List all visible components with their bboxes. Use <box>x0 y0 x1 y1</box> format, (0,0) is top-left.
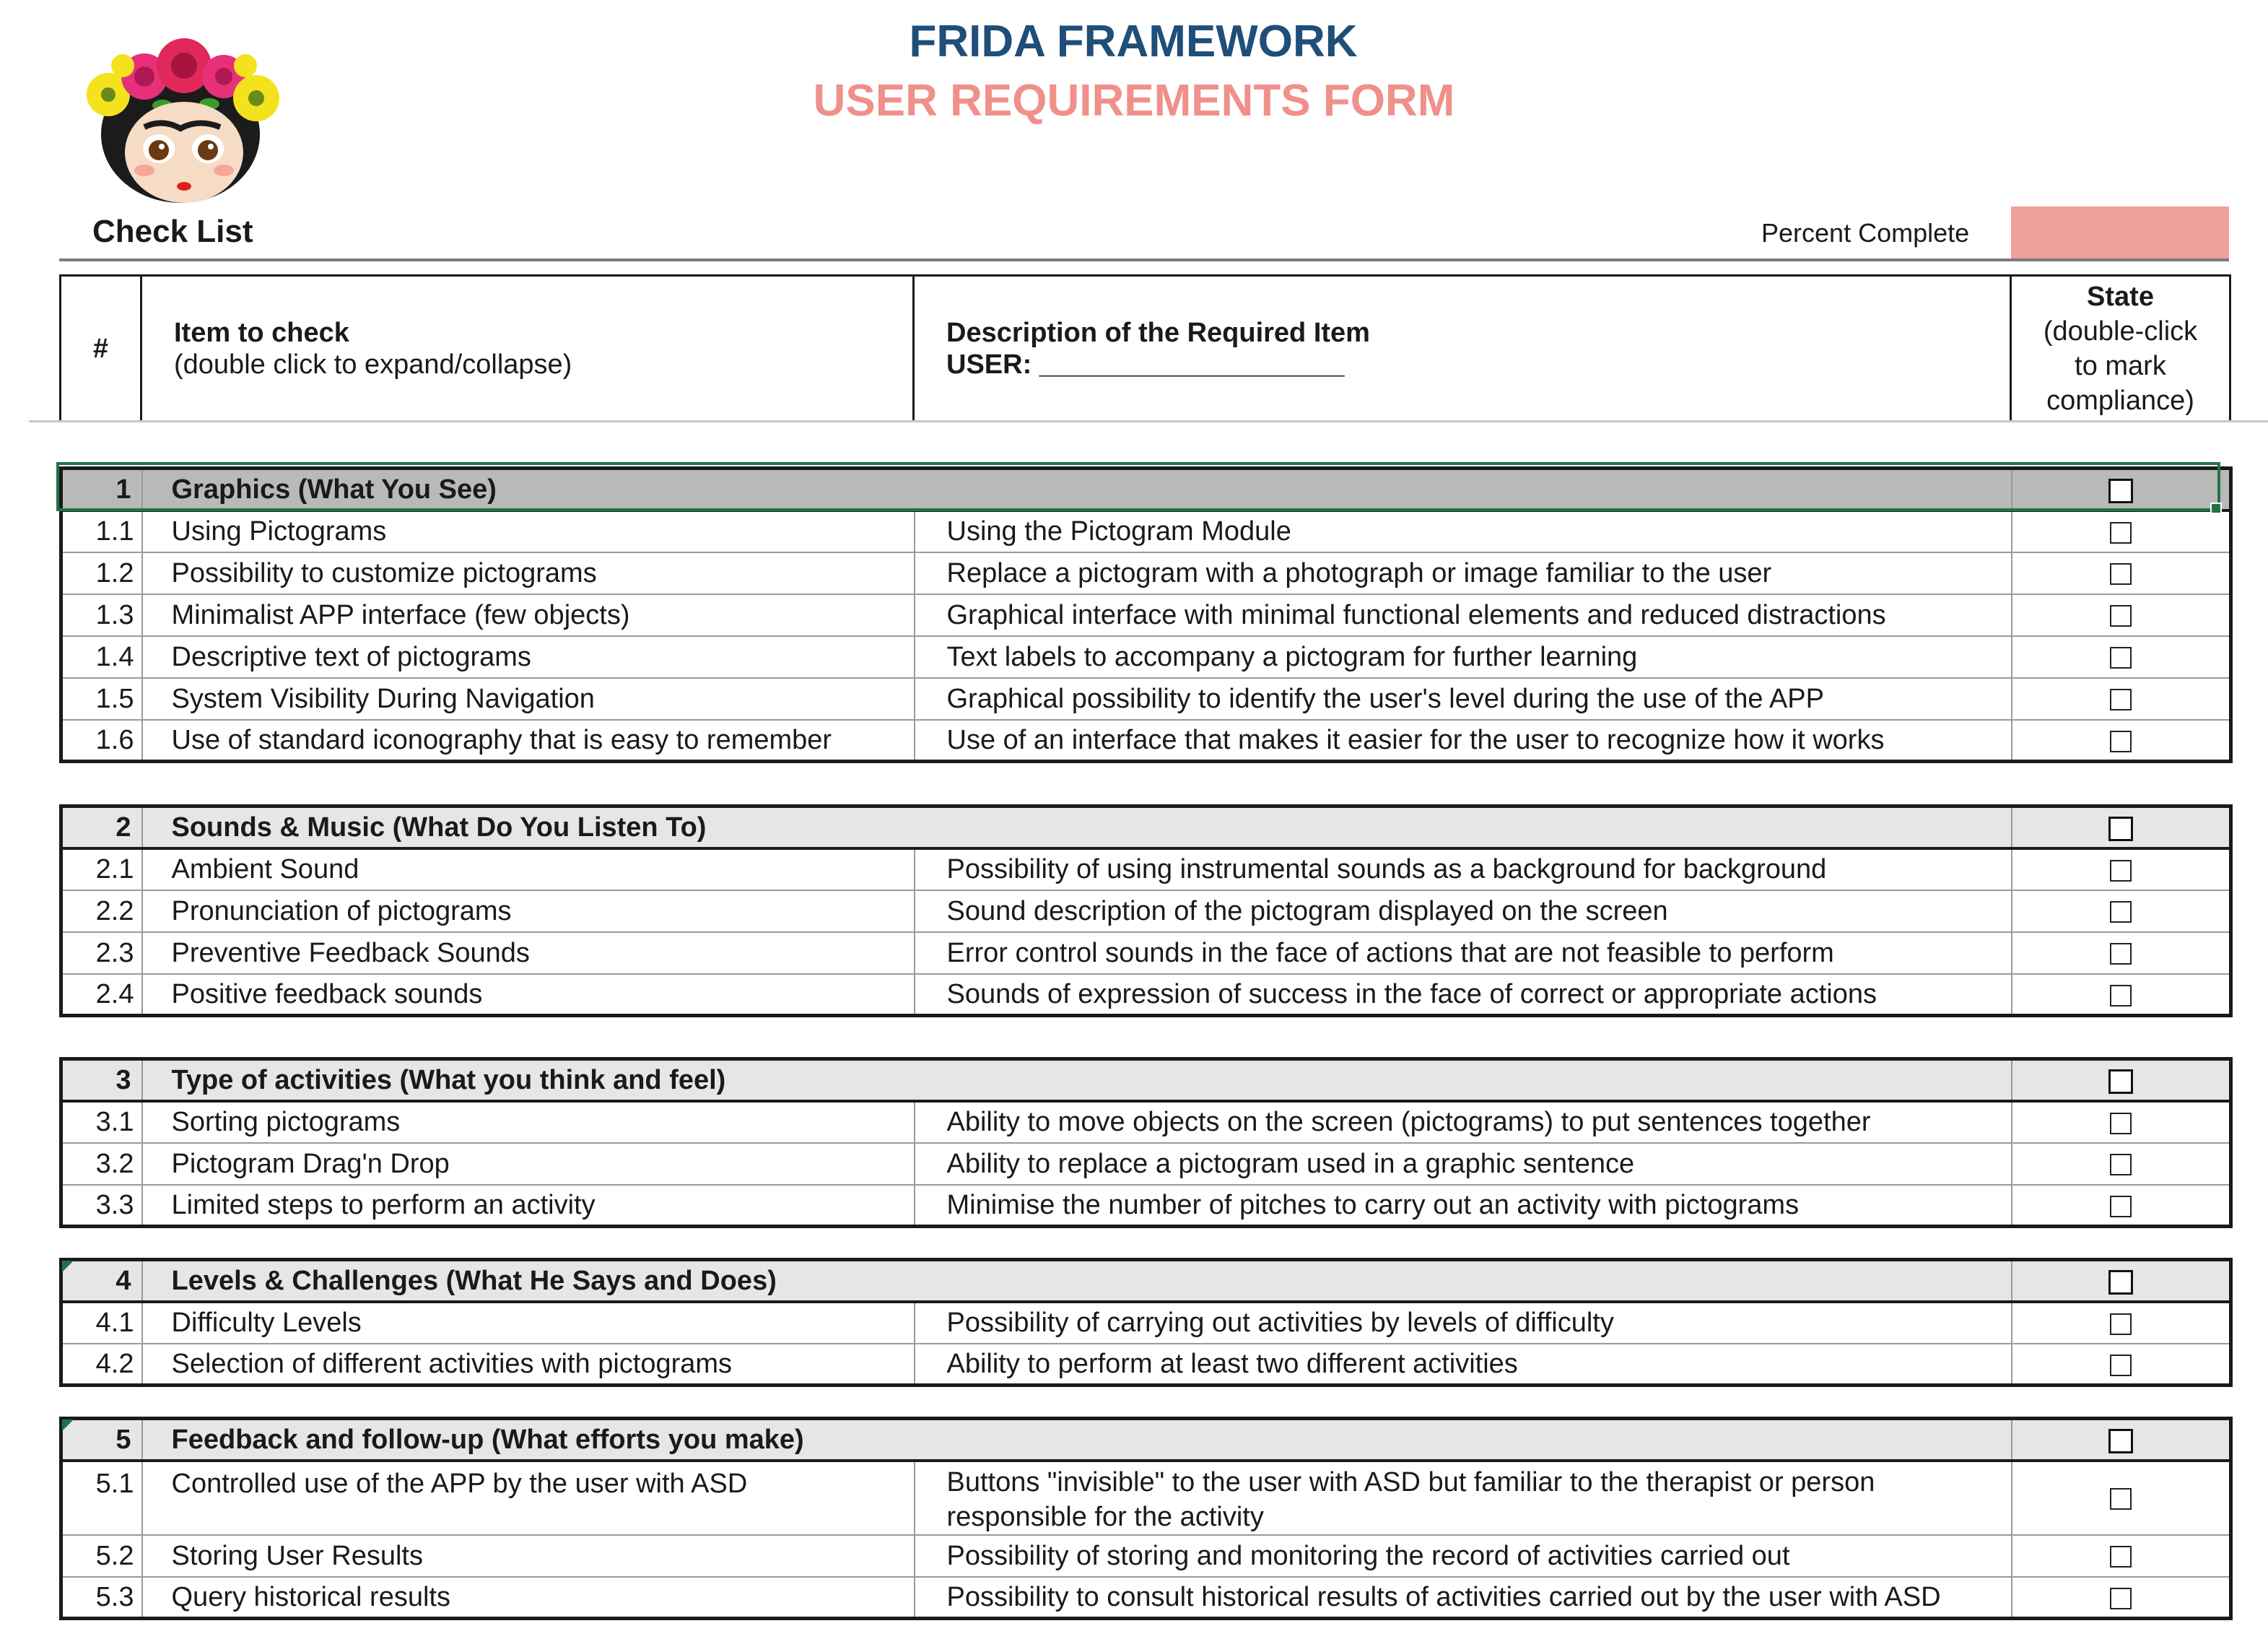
section-header-row[interactable] <box>61 469 2231 510</box>
row-state-cell[interactable] <box>2012 848 2231 890</box>
table-row[interactable] <box>61 932 2231 974</box>
col-header-state-title: State <box>2087 281 2154 312</box>
row-number: 1.3 <box>61 594 142 636</box>
table-row[interactable] <box>61 636 2231 678</box>
row-number: 1.5 <box>61 678 142 720</box>
table-row[interactable] <box>61 678 2231 720</box>
row-state-cell[interactable] <box>2012 1143 2231 1185</box>
table-row[interactable] <box>61 1101 2231 1143</box>
col-header-state-hint-3: compliance) <box>2046 385 2194 416</box>
compliance-checkbox[interactable] <box>2110 689 2132 710</box>
section-state-cell[interactable] <box>2012 1419 2231 1461</box>
row-state-cell[interactable] <box>2012 552 2231 594</box>
section-table-3 <box>59 1057 2233 1228</box>
row-number: 2.2 <box>61 890 142 932</box>
compliance-checkbox[interactable] <box>2110 647 2132 669</box>
col-header-item <box>141 276 914 422</box>
col-header-state-hint-1: (double-click <box>2043 316 2198 347</box>
section-number: 2 <box>61 807 142 848</box>
row-description: Possibility of carrying out activities by levels of difficulty <box>915 1302 2012 1344</box>
row-number: 3.1 <box>61 1101 142 1143</box>
table-row[interactable] <box>61 552 2231 594</box>
row-description: Ability to replace a pictogram used in a graphic sentence <box>915 1143 2012 1185</box>
row-number: 1.1 <box>61 510 142 552</box>
comment-indicator[interactable] <box>62 1420 74 1431</box>
row-number: 5.2 <box>61 1535 142 1577</box>
section-checkbox[interactable] <box>2108 1270 2133 1295</box>
row-item: Pronunciation of pictograms <box>142 890 915 932</box>
table-row[interactable] <box>61 890 2231 932</box>
col-header-item-hint: (double click to expand/collapse) <box>174 349 572 380</box>
row-description: Using the Pictogram Module <box>915 510 2012 552</box>
compliance-checkbox[interactable] <box>2110 1546 2132 1568</box>
row-description: Sound description of the pictogram displayed on the screen <box>915 890 2012 932</box>
compliance-checkbox[interactable] <box>2110 731 2132 752</box>
row-number: 5.3 <box>61 1577 142 1619</box>
row-description: Graphical possibility to identify the user's level during the use of the APP <box>915 678 2012 720</box>
row-description: Possibility of using instrumental sounds as a background for background <box>915 848 2012 890</box>
row-state-cell[interactable] <box>2012 678 2231 720</box>
compliance-checkbox[interactable] <box>2110 1113 2132 1134</box>
row-item: Use of standard iconography that is easy to remember <box>142 720 915 762</box>
compliance-checkbox[interactable] <box>2110 1313 2132 1335</box>
row-state-cell[interactable] <box>2012 510 2231 552</box>
row-state-cell[interactable] <box>2012 890 2231 932</box>
row-description: Use of an interface that makes it easier for the user to recognize how it works <box>915 720 2012 762</box>
compliance-checkbox[interactable] <box>2110 1488 2132 1510</box>
row-item: Query historical results <box>142 1577 915 1619</box>
col-header-item-title: Item to check <box>174 317 349 348</box>
table-row[interactable] <box>61 720 2231 762</box>
section-number: 5 <box>61 1419 142 1461</box>
section-checkbox[interactable] <box>2108 479 2133 503</box>
row-number: 1.6 <box>61 720 142 762</box>
section-table-2 <box>59 804 2233 1017</box>
row-state-cell[interactable] <box>2012 1461 2231 1535</box>
section-table-1 <box>59 466 2233 763</box>
row-item: Minimalist APP interface (few objects) <box>142 594 915 636</box>
row-item: Positive feedback sounds <box>142 974 915 1016</box>
section-checkbox[interactable] <box>2108 1069 2133 1094</box>
row-number: 2.1 <box>61 848 142 890</box>
row-state-cell[interactable] <box>2012 1344 2231 1386</box>
table-row[interactable] <box>61 1302 2231 1344</box>
compliance-checkbox[interactable] <box>2110 985 2132 1007</box>
section-checkbox[interactable] <box>2108 1429 2133 1453</box>
row-description: Buttons "invisible" to the user with ASD but familiar to the therapist or person responsible for the activity <box>915 1461 2012 1535</box>
section-state-cell[interactable] <box>2012 469 2231 510</box>
table-row[interactable] <box>61 1577 2231 1619</box>
row-number: 2.4 <box>61 974 142 1016</box>
row-number: 3.3 <box>61 1185 142 1227</box>
row-number: 5.1 <box>61 1461 142 1535</box>
row-item: Preventive Feedback Sounds <box>142 932 915 974</box>
row-number: 4.2 <box>61 1344 142 1386</box>
section-title[interactable]: Sounds & Music (What Do You Listen To) <box>142 807 2012 848</box>
row-number: 3.2 <box>61 1143 142 1185</box>
compliance-checkbox[interactable] <box>2110 563 2132 585</box>
row-number: 1.2 <box>61 552 142 594</box>
compliance-checkbox[interactable] <box>2110 943 2132 965</box>
section-header-row[interactable] <box>61 807 2231 848</box>
table-row[interactable] <box>61 510 2231 552</box>
compliance-checkbox[interactable] <box>2110 1588 2132 1609</box>
row-state-cell[interactable] <box>2012 1101 2231 1143</box>
table-row[interactable] <box>61 594 2231 636</box>
compliance-checkbox[interactable] <box>2110 901 2132 923</box>
table-row[interactable] <box>61 1344 2231 1386</box>
column-header-table <box>59 274 2231 422</box>
table-row[interactable] <box>61 848 2231 890</box>
section-number: 1 <box>61 469 142 510</box>
section-table-5 <box>59 1417 2233 1620</box>
row-state-cell[interactable] <box>2012 974 2231 1016</box>
section-number: 4 <box>61 1260 142 1302</box>
section-table-4 <box>59 1258 2233 1387</box>
col-header-number: # <box>92 333 109 364</box>
row-item: Ambient Sound <box>142 848 915 890</box>
col-header-description <box>914 276 2011 422</box>
row-state-cell[interactable] <box>2012 1577 2231 1619</box>
row-description: Graphical interface with minimal functional elements and reduced distractions <box>915 594 2012 636</box>
row-item: Sorting pictograms <box>142 1101 915 1143</box>
comment-indicator[interactable] <box>62 1261 74 1272</box>
table-row[interactable] <box>61 1143 2231 1185</box>
row-item: Possibility to customize pictograms <box>142 552 915 594</box>
section-title[interactable]: Feedback and follow-up (What efforts you make) <box>142 1419 2012 1461</box>
compliance-checkbox[interactable] <box>2110 860 2132 882</box>
row-state-cell[interactable] <box>2012 594 2231 636</box>
section-title[interactable]: Type of activities (What you think and feel) <box>142 1059 2012 1101</box>
percent-complete-cell[interactable] <box>2011 206 2229 258</box>
section-state-cell[interactable] <box>2012 1059 2231 1101</box>
section-header-row[interactable] <box>61 1419 2231 1461</box>
row-item: Using Pictograms <box>142 510 915 552</box>
row-item: Descriptive text of pictograms <box>142 636 915 678</box>
row-description: Possibility of storing and monitoring the record of activities carried out <box>915 1535 2012 1577</box>
table-row[interactable] <box>61 1185 2231 1227</box>
row-description: Sounds of expression of success in the face of correct or appropriate actions <box>915 974 2012 1016</box>
row-item: Limited steps to perform an activity <box>142 1185 915 1227</box>
row-state-cell[interactable] <box>2012 1185 2231 1227</box>
col-header-state <box>2011 276 2230 422</box>
compliance-checkbox[interactable] <box>2110 522 2132 544</box>
row-item: Selection of different activities with pictograms <box>142 1344 915 1386</box>
row-description: Possibility to consult historical results of activities carried out by the user with ASD <box>915 1577 2012 1619</box>
section-title[interactable]: Levels & Challenges (What He Says and Does) <box>142 1260 2012 1302</box>
row-description: Replace a pictogram with a photograph or image familiar to the user <box>915 552 2012 594</box>
row-item: Controlled use of the APP by the user with ASD <box>142 1461 915 1535</box>
compliance-checkbox[interactable] <box>2110 1196 2132 1217</box>
section-checkbox[interactable] <box>2108 817 2133 841</box>
compliance-checkbox[interactable] <box>2110 605 2132 627</box>
row-state-cell[interactable] <box>2012 636 2231 678</box>
page-subtitle: USER REQUIREMENTS FORM <box>813 76 1455 126</box>
compliance-checkbox[interactable] <box>2110 1355 2132 1376</box>
row-number: 4.1 <box>61 1302 142 1344</box>
row-item: System Visibility During Navigation <box>142 678 915 720</box>
percent-complete-label: Percent Complete <box>1761 218 1970 248</box>
row-description: Error control sounds in the face of actions that are not feasible to perform <box>915 932 2012 974</box>
section-state-cell[interactable] <box>2012 807 2231 848</box>
section-header-row[interactable] <box>61 1260 2231 1302</box>
row-item: Storing User Results <box>142 1535 915 1577</box>
compliance-checkbox[interactable] <box>2110 1154 2132 1175</box>
header-divider <box>29 420 2268 422</box>
fill-handle[interactable] <box>2210 503 2222 514</box>
section-number: 3 <box>61 1059 142 1101</box>
row-description: Ability to move objects on the screen (pictograms) to put sentences together <box>915 1101 2012 1143</box>
col-header-state-hint-2: to mark <box>2075 350 2166 381</box>
section-header-row[interactable] <box>61 1059 2231 1101</box>
section-title[interactable]: Graphics (What You See) <box>142 469 2012 510</box>
row-state-cell[interactable] <box>2012 720 2231 762</box>
page-title: FRIDA FRAMEWORK <box>909 17 1358 66</box>
row-state-cell[interactable] <box>2012 1535 2231 1577</box>
table-row[interactable] <box>61 1461 2231 1535</box>
col-header-user-field[interactable]: USER: ____________________ <box>946 349 1345 380</box>
row-description: Text labels to accompany a pictogram for further learning <box>915 636 2012 678</box>
section-state-cell[interactable] <box>2012 1260 2231 1302</box>
row-state-cell[interactable] <box>2012 1302 2231 1344</box>
row-item: Difficulty Levels <box>142 1302 915 1344</box>
row-number: 2.3 <box>61 932 142 974</box>
table-row[interactable] <box>61 974 2231 1016</box>
row-state-cell[interactable] <box>2012 932 2231 974</box>
title-divider <box>59 258 2229 261</box>
row-item: Pictogram Drag'n Drop <box>142 1143 915 1185</box>
row-description: Minimise the number of pitches to carry out an activity with pictograms <box>915 1185 2012 1227</box>
table-row[interactable] <box>61 1535 2231 1577</box>
row-description: Ability to perform at least two different activities <box>915 1344 2012 1386</box>
row-number: 1.4 <box>61 636 142 678</box>
checklist-heading: Check List <box>92 214 253 249</box>
col-header-desc-title: Description of the Required Item <box>946 317 1370 348</box>
